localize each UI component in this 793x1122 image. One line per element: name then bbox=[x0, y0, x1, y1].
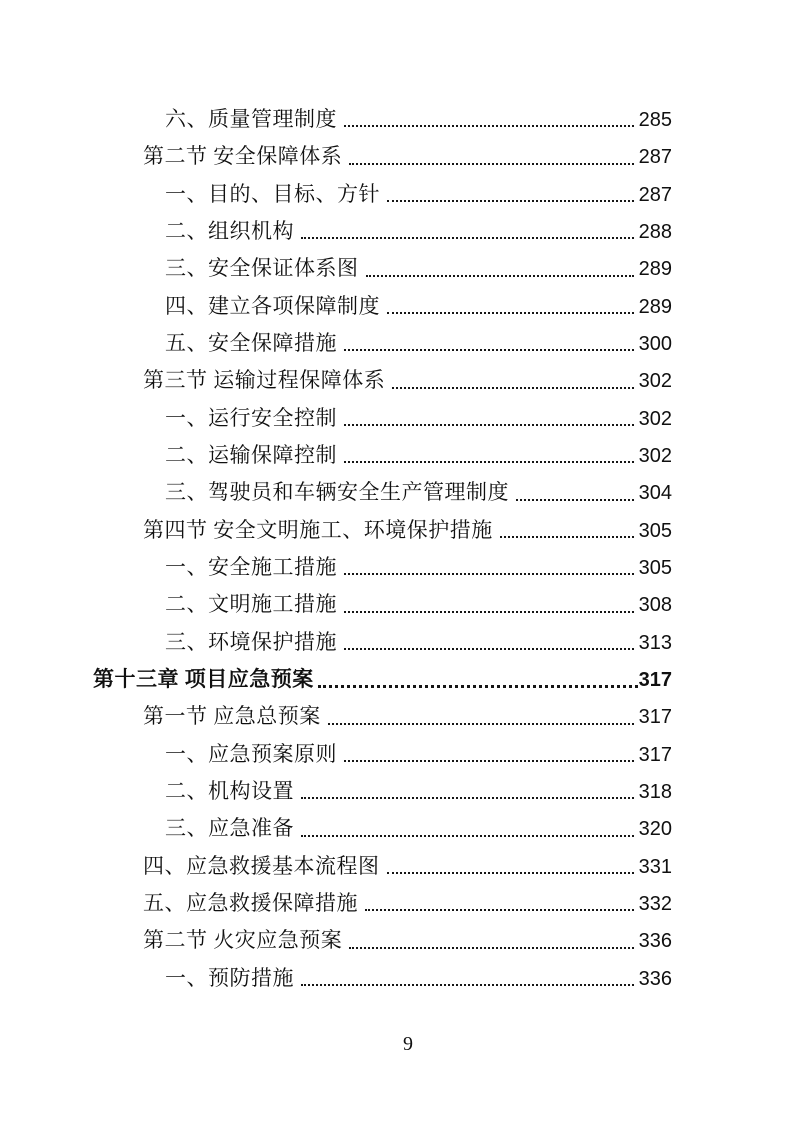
toc-dot-leader bbox=[387, 848, 634, 885]
toc-entry-page-number: 331 bbox=[638, 855, 672, 878]
toc-entry[interactable] bbox=[93, 437, 672, 474]
toc-dot-leader bbox=[344, 549, 634, 586]
toc-entry[interactable] bbox=[93, 176, 672, 213]
toc-entry-page-number: 289 bbox=[638, 295, 672, 318]
page-footer bbox=[0, 1031, 793, 1057]
toc-entry-page-number: 287 bbox=[638, 146, 672, 169]
toc-entry-page-number: 300 bbox=[638, 332, 672, 355]
toc-entry[interactable] bbox=[93, 400, 672, 437]
toc-entry-page-number: 308 bbox=[638, 594, 672, 617]
toc-entry[interactable] bbox=[93, 922, 672, 959]
toc-entry[interactable] bbox=[93, 250, 672, 287]
toc-entry-title: 三、环境保护措施 bbox=[165, 629, 337, 654]
toc-entry[interactable] bbox=[93, 624, 672, 661]
toc-entry-title: 第四节 安全文明施工、环境保护措施 bbox=[143, 517, 493, 542]
toc-dot-leader bbox=[301, 213, 634, 250]
toc-entry[interactable] bbox=[93, 848, 672, 885]
toc-dot-leader bbox=[318, 661, 638, 698]
toc-entry-page-number: 317 bbox=[638, 706, 672, 729]
toc-dot-leader bbox=[328, 698, 634, 735]
toc-entry-page-number: 302 bbox=[638, 407, 672, 430]
toc-entry-title: 第十三章 项目应急预案 bbox=[93, 666, 314, 691]
toc-entry-title: 二、文明施工措施 bbox=[165, 592, 337, 617]
toc-entry-title: 五、应急救援保障措施 bbox=[143, 890, 358, 915]
toc-dot-leader bbox=[344, 400, 634, 437]
toc-dot-leader bbox=[516, 474, 634, 511]
toc-entry-title: 一、预防措施 bbox=[165, 965, 294, 990]
toc-entry-page-number: 305 bbox=[638, 556, 672, 579]
toc-entry-title: 一、运行安全控制 bbox=[165, 405, 337, 430]
toc-entry-title: 第二节 火灾应急预案 bbox=[143, 928, 343, 953]
toc-entry-title: 三、应急准备 bbox=[165, 816, 294, 841]
toc-entry-title: 第二节 安全保障体系 bbox=[143, 144, 343, 169]
toc-entry[interactable] bbox=[93, 362, 672, 399]
toc-entry[interactable] bbox=[93, 698, 672, 735]
toc-entry-title: 一、目的、目标、方针 bbox=[165, 181, 380, 206]
toc-entry[interactable] bbox=[93, 885, 672, 922]
toc-entry-title: 第一节 应急总预案 bbox=[143, 704, 321, 729]
toc-entry-page-number: 288 bbox=[638, 220, 672, 243]
toc-entry[interactable] bbox=[93, 288, 672, 325]
toc-entry[interactable] bbox=[93, 474, 672, 511]
toc-entry-page-number: 304 bbox=[638, 482, 672, 505]
toc-entry[interactable] bbox=[93, 960, 672, 997]
toc-entry-title: 二、组织机构 bbox=[165, 218, 294, 243]
toc-dot-leader bbox=[392, 362, 633, 399]
toc-entry-title: 五、安全保障措施 bbox=[165, 330, 337, 355]
toc-entry-page-number: 320 bbox=[638, 818, 672, 841]
toc-dot-leader bbox=[344, 437, 634, 474]
toc-dot-leader bbox=[500, 512, 634, 549]
toc-dot-leader bbox=[387, 176, 634, 213]
footer-page-number: 9 bbox=[403, 1033, 413, 1055]
toc-entry-page-number: 285 bbox=[638, 109, 672, 131]
toc-entry-title: 二、运输保障控制 bbox=[165, 442, 337, 467]
toc-dot-leader bbox=[344, 624, 634, 661]
toc-entry-title: 四、建立各项保障制度 bbox=[165, 293, 380, 318]
toc-dot-leader bbox=[366, 250, 634, 287]
toc-entry-page-number: 317 bbox=[638, 743, 672, 766]
toc-entry-page-number: 317 bbox=[638, 668, 672, 691]
toc-dot-leader bbox=[344, 101, 634, 138]
toc-entry-title: 三、驾驶员和车辆安全生产管理制度 bbox=[165, 480, 509, 505]
toc-entry[interactable] bbox=[93, 549, 672, 586]
toc-entry-page-number: 336 bbox=[638, 967, 672, 990]
toc-dot-leader bbox=[344, 586, 634, 623]
toc-entry-title: 一、应急预案原则 bbox=[165, 741, 337, 766]
toc-entry[interactable] bbox=[93, 736, 672, 773]
toc-entry-page-number: 332 bbox=[638, 892, 672, 915]
toc-entry-page-number: 289 bbox=[638, 258, 672, 281]
toc-entry-page-number: 313 bbox=[638, 631, 672, 654]
toc-dot-leader bbox=[301, 960, 634, 997]
toc-entry-page-number: 287 bbox=[638, 183, 672, 206]
toc-entry[interactable] bbox=[93, 512, 672, 549]
toc-dot-leader bbox=[301, 810, 634, 847]
toc-dot-leader bbox=[344, 325, 634, 362]
toc-entry[interactable] bbox=[93, 101, 672, 138]
toc-dot-leader bbox=[365, 885, 634, 922]
toc-entry-page-number: 336 bbox=[638, 930, 672, 953]
toc-entry-title: 四、应急救援基本流程图 bbox=[143, 853, 380, 878]
toc-dot-leader bbox=[344, 736, 634, 773]
toc-entry[interactable] bbox=[93, 810, 672, 847]
toc-entry-page-number: 302 bbox=[638, 370, 672, 393]
toc-dot-leader bbox=[387, 288, 634, 325]
toc-entry[interactable] bbox=[93, 325, 672, 362]
toc-entry[interactable] bbox=[93, 773, 672, 810]
toc-entry[interactable] bbox=[93, 586, 672, 623]
toc-entry-title: 一、安全施工措施 bbox=[165, 554, 337, 579]
toc-entry-title: 二、机构设置 bbox=[165, 778, 294, 803]
toc-entry[interactable] bbox=[93, 661, 672, 698]
toc-entry-page-number: 305 bbox=[638, 519, 672, 542]
table-of-contents bbox=[93, 101, 672, 997]
toc-entry[interactable] bbox=[93, 138, 672, 175]
toc-dot-leader bbox=[349, 138, 633, 175]
toc-entry-page-number: 302 bbox=[638, 444, 672, 467]
toc-dot-leader bbox=[301, 773, 634, 810]
toc-entry-title: 第三节 运输过程保障体系 bbox=[143, 368, 386, 393]
toc-entry-page-number: 318 bbox=[638, 780, 672, 803]
toc-entry[interactable] bbox=[93, 213, 672, 250]
toc-dot-leader bbox=[349, 922, 633, 959]
toc-entry-title: 六、质量管理制度 bbox=[165, 107, 337, 131]
toc-entry-title: 三、安全保证体系图 bbox=[165, 256, 359, 281]
